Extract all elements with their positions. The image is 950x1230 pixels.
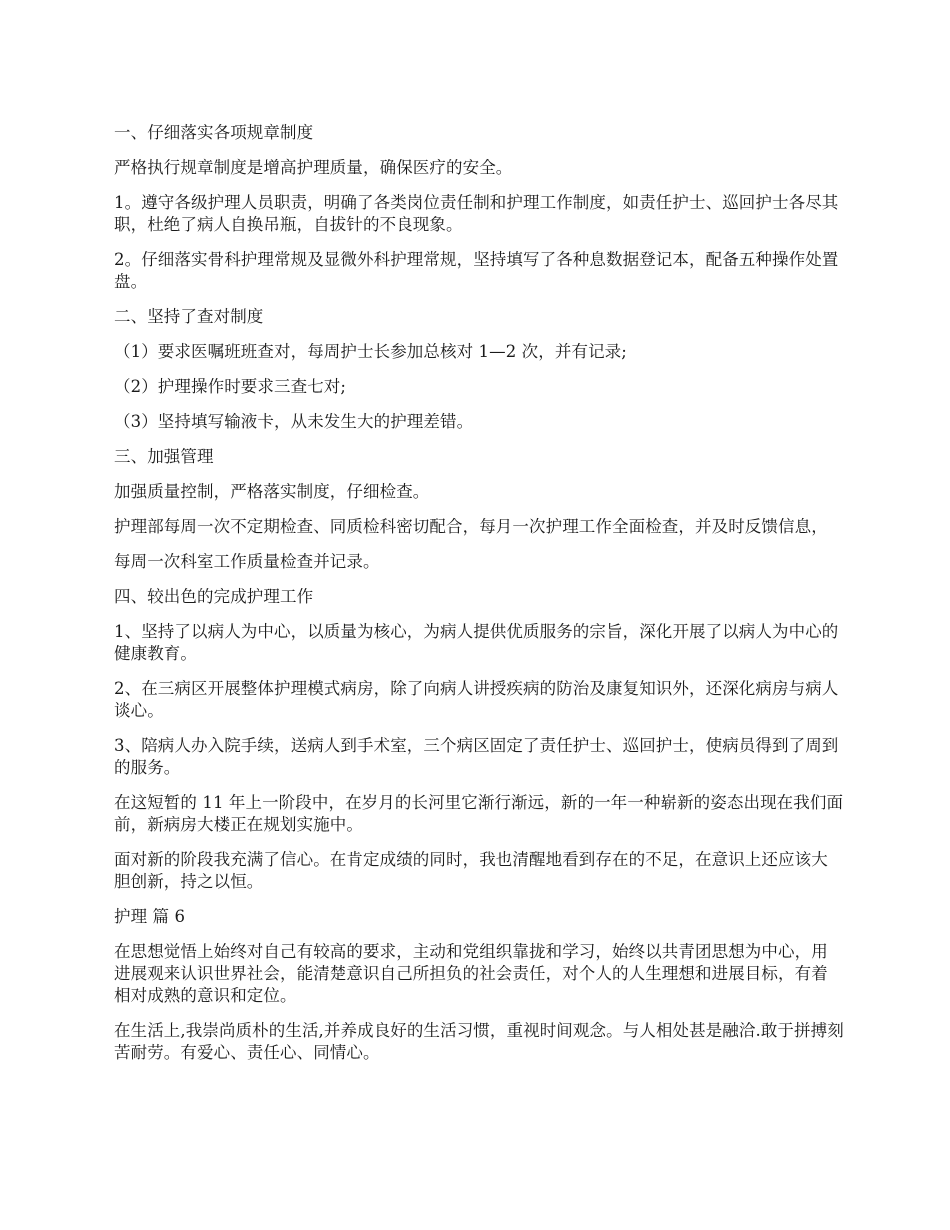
- list-item: （1）要求医嘱班班查对，每周护士长参加总核对 1—2 次，并有记录;: [114, 342, 627, 361]
- document-body: [114, 122, 844, 1077]
- paragraph: 3、陪病人办入院手续，送病人到手术室，三个病区固定了责任护士、巡回护士，使病员得到了周到的服务。: [114, 736, 839, 777]
- article-title: 护理 篇 6: [114, 907, 186, 926]
- section-heading: 四、较出色的完成护理工作: [114, 587, 314, 606]
- section-heading: 一、仔细落实各项规章制度: [114, 123, 314, 142]
- paragraph: 2。仔细落实骨科护理常规及显微外科护理常规，坚持填写了各种息数据登记本，配备五种操作处置盘。: [114, 250, 839, 291]
- paragraph: 2、在三病区开展整体护理模式病房，除了向病人讲授疾病的防治及康复知识外，还深化病房与病人谈心。: [114, 679, 839, 720]
- paragraph: 1、坚持了以病人为中心，以质量为核心，为病人提供优质服务的宗旨，深化开展了以病人为中心的健康教育。: [114, 622, 839, 663]
- paragraph: 护理部每周一次不定期检查、同质检科密切配合，每月一次护理工作全面检查，并及时反馈信息，: [114, 517, 828, 536]
- paragraph: 1。遵守各级护理人员职责，明确了各类岗位责任制和护理工作制度，如责任护士、巡回护士各尽其职，杜绝了病人自换吊瓶，自拔针的不良现象。: [114, 193, 839, 234]
- section-heading: 二、坚持了查对制度: [114, 307, 264, 326]
- paragraph: 在这短暂的 11 年上一阶段中，在岁月的长河里它渐行渐远，新的一年一种崭新的姿态出现在我们面前，新病房大楼正在规划实施中。: [114, 793, 844, 834]
- paragraph: 在生活上,我崇尚质朴的生活,并养成良好的生活习惯，重视时间观念。与人相处甚是融洽.敢于拼搏刻苦耐劳。有爱心、责任心、同情心。: [114, 1021, 844, 1062]
- paragraph: 严格执行规章制度是增高护理质量，确保医疗的安全。: [114, 158, 513, 177]
- paragraph: 加强质量控制，严格落实制度，仔细检查。: [114, 482, 430, 501]
- paragraph: 面对新的阶段我充满了信心。在肯定成绩的同时，我也清醒地看到存在的不足，在意识上还应该大胆创新，持之以恒。: [114, 850, 828, 891]
- paragraph: 每周一次科室工作质量检查并记录。: [114, 552, 380, 571]
- paragraph: 在思想觉悟上始终对自己有较高的要求，主动和党组织靠拢和学习，始终以共青团思想为中心，用进展观来认识世界社会，能清楚意识自己所担负的社会责任，对个人的人生理想和进展目标，有着相对成熟的意识和定位。: [114, 942, 828, 1005]
- list-item: （2）护理操作时要求三查七对;: [114, 377, 347, 396]
- list-item: （3）坚持填写输液卡，从未发生大的护理差错。: [114, 412, 474, 431]
- section-heading: 三、加强管理: [114, 447, 214, 466]
